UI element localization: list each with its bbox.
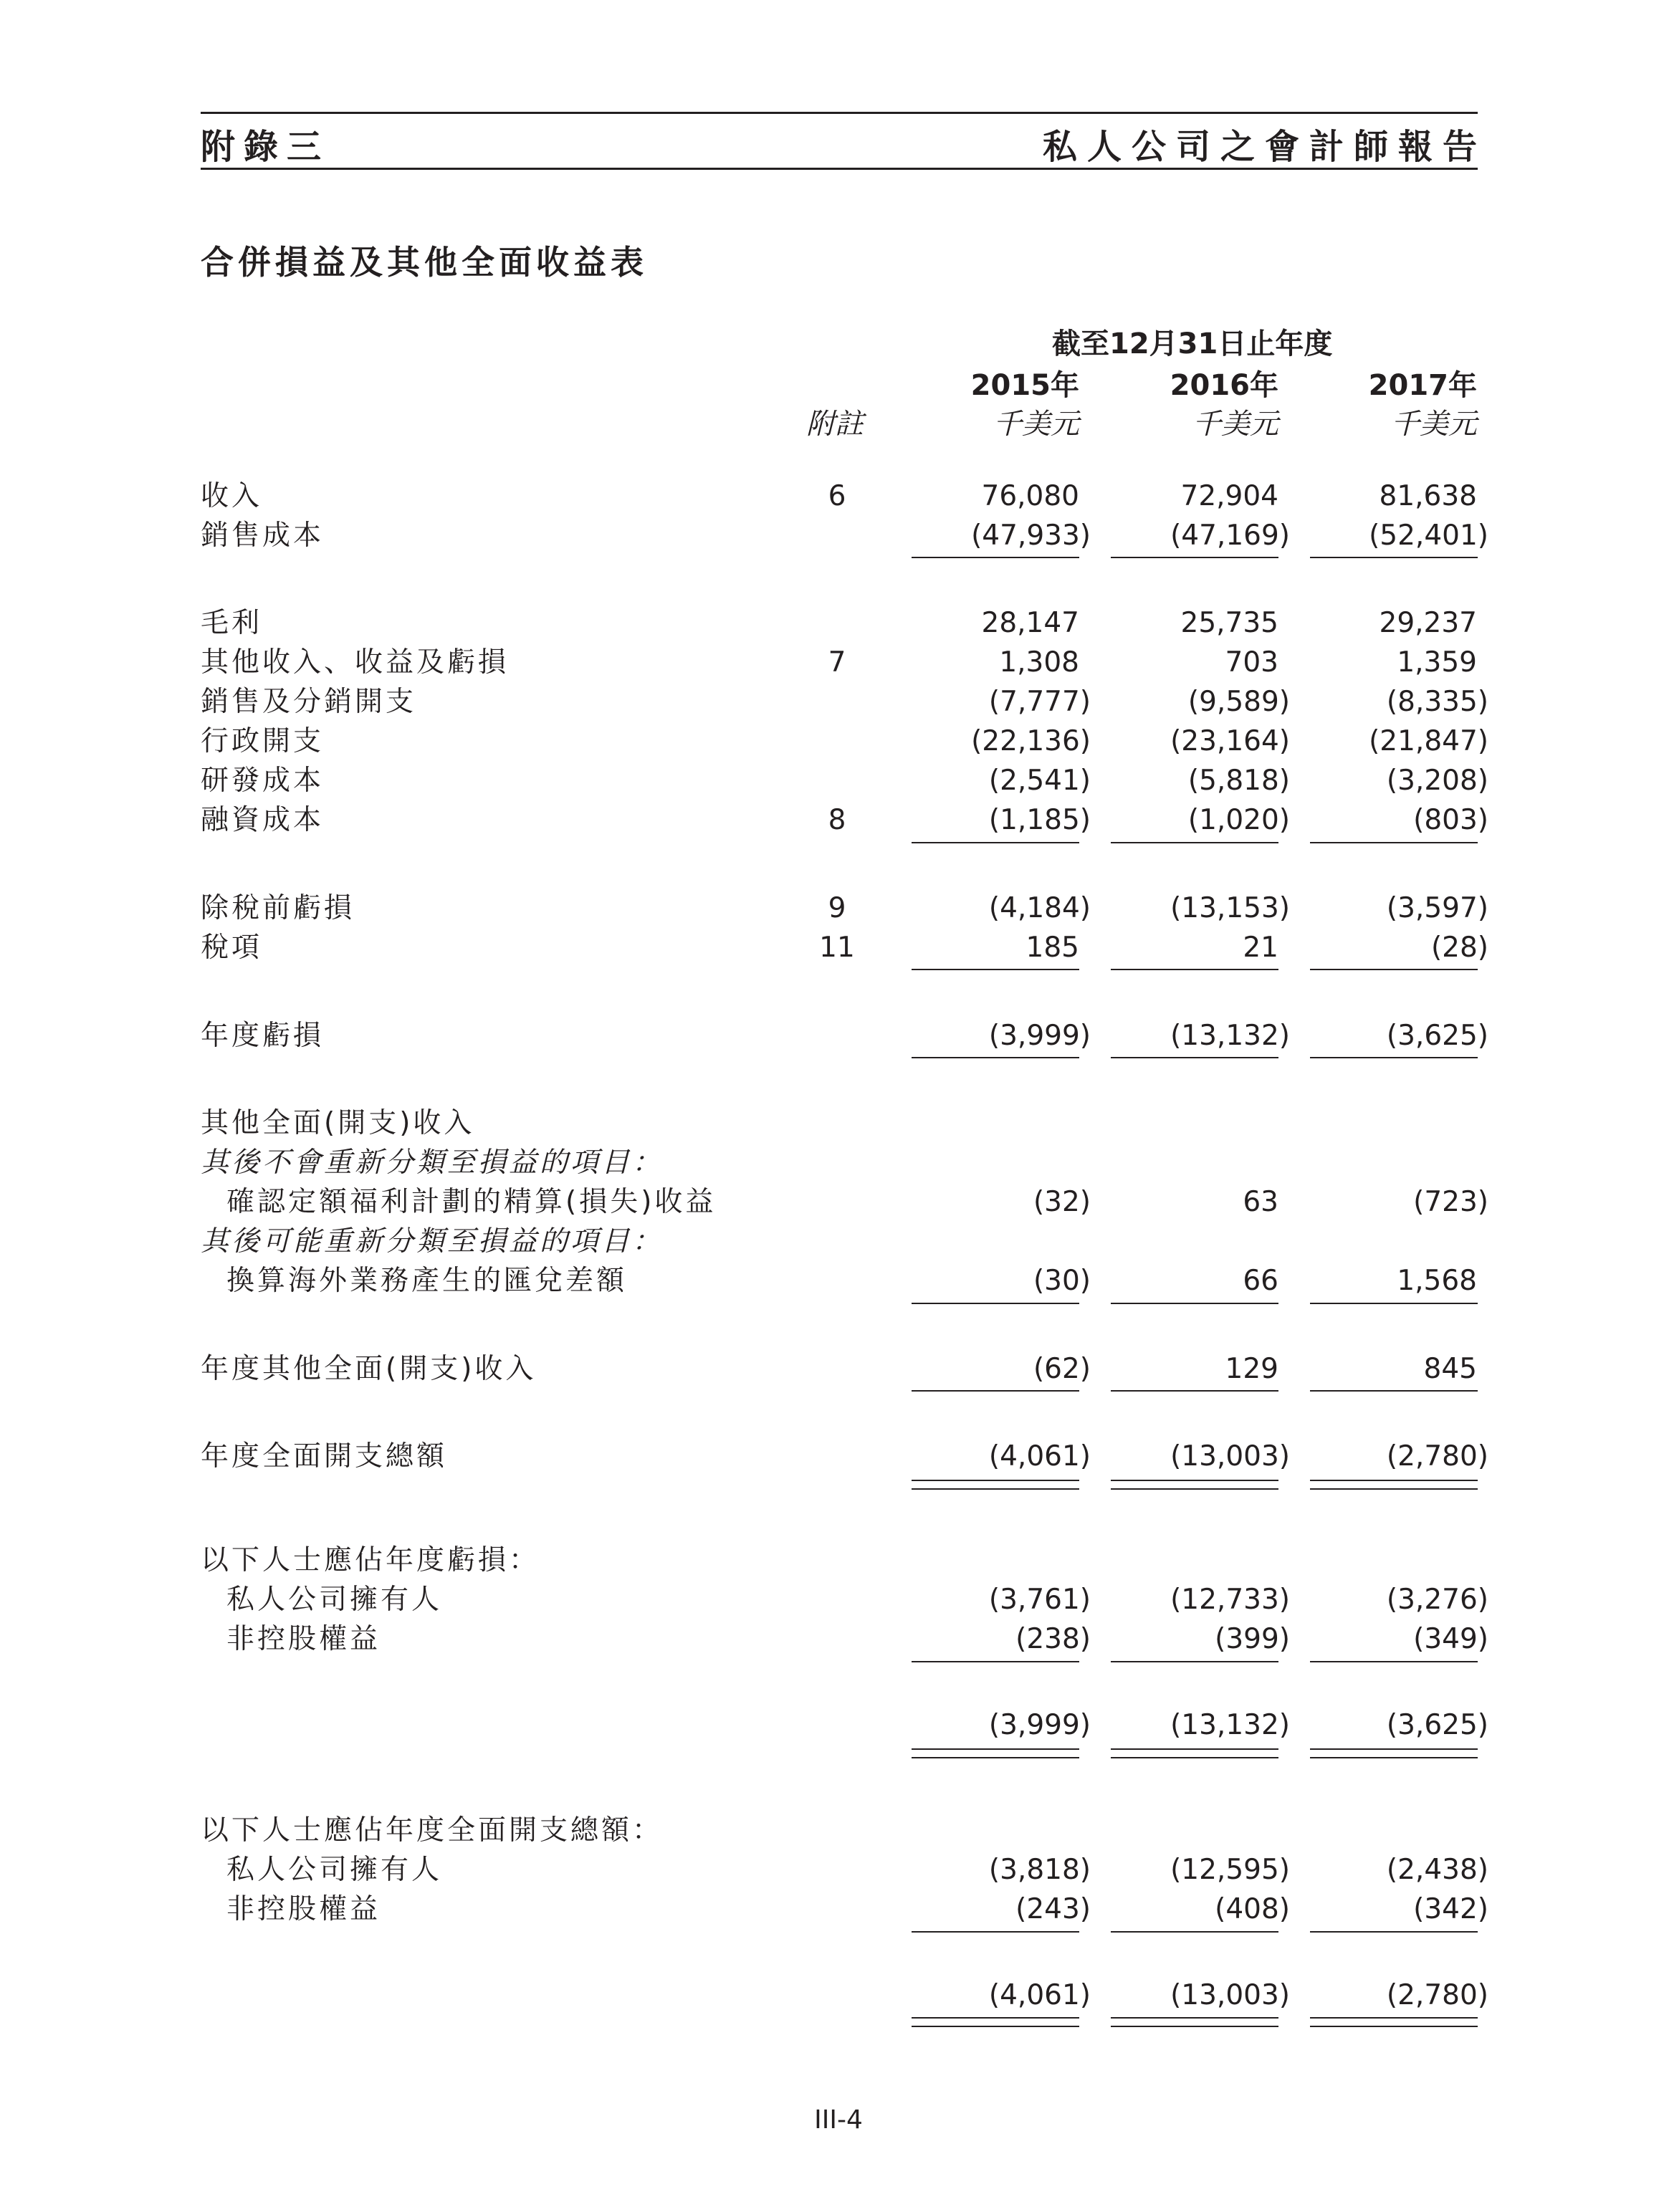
row-value-2017: (349) — [1413, 1623, 1488, 1655]
row-value-2015: (2,541) — [988, 765, 1091, 797]
row-label: 銷售成本 — [201, 520, 325, 552]
subtotal-rule — [912, 1303, 1079, 1304]
year-2016: 2016年 — [1170, 369, 1278, 402]
row-value-2017: (3,625) — [1386, 1020, 1488, 1052]
subtotal-rule — [912, 969, 1079, 970]
subtotal-rule — [912, 1931, 1079, 1933]
row-note: 11 — [819, 932, 855, 964]
subtotal-rule — [1310, 1057, 1478, 1058]
row-value-2016: (13,003) — [1170, 1979, 1290, 2011]
row-value-2017: (342) — [1413, 1893, 1488, 1925]
subtotal-rule — [1111, 1931, 1278, 1933]
row-value-2016: (12,595) — [1170, 1854, 1290, 1886]
row-label: 確認定額福利計劃的精算(損失)收益 — [226, 1186, 717, 1218]
header-left: 附錄三 — [201, 127, 330, 167]
row-value-2016: (399) — [1215, 1623, 1290, 1655]
total-double-rule — [912, 2017, 1079, 2019]
row-value-2015: (1,185) — [988, 804, 1091, 836]
subtotal-rule — [1111, 1303, 1278, 1304]
row-value-2017: (8,335) — [1386, 686, 1488, 718]
row-value-2016: (13,003) — [1170, 1440, 1290, 1473]
row-value-2015: (3,761) — [988, 1584, 1091, 1616]
row-label: 行政開支 — [201, 725, 325, 757]
row-note: 6 — [828, 480, 846, 512]
row-label: 除稅前虧損 — [201, 892, 355, 924]
row-note: 9 — [828, 892, 846, 924]
row-label: 銷售及分銷開支 — [201, 686, 417, 718]
row-label: 換算海外業務產生的匯兌差額 — [226, 1265, 628, 1297]
year-2017: 2017年 — [1368, 369, 1477, 402]
total-double-rule — [912, 1488, 1079, 1490]
total-double-rule — [1111, 1757, 1278, 1758]
row-value-2017: (803) — [1413, 804, 1488, 836]
row-value-2015: 1,308 — [999, 646, 1079, 679]
row-value-2016: (47,169) — [1170, 520, 1290, 552]
row-label: 私人公司擁有人 — [226, 1854, 443, 1886]
row-value-2016: 21 — [1243, 932, 1278, 964]
header-bottom-rule — [201, 168, 1478, 170]
subtotal-rule — [1310, 1931, 1478, 1933]
row-value-2016: 129 — [1225, 1353, 1278, 1385]
header-right: 私人公司之會計師報告 — [1042, 127, 1487, 167]
subtotal-rule — [1310, 969, 1478, 970]
row-value-2016: (13,132) — [1170, 1020, 1290, 1052]
subtotal-rule — [912, 1057, 1079, 1058]
total-double-rule — [1310, 1480, 1478, 1481]
row-label: 以下人士應佔年度虧損： — [201, 1544, 540, 1576]
subtotal-rule — [912, 842, 1079, 843]
subtotal-rule — [1310, 1303, 1478, 1304]
row-value-2015: (30) — [1033, 1265, 1091, 1297]
total-double-rule — [1310, 2026, 1478, 2027]
row-value-2017: (3,208) — [1386, 765, 1488, 797]
row-value-2016: 703 — [1225, 646, 1278, 679]
row-value-2015: (47,933) — [971, 520, 1091, 552]
subtotal-rule — [1111, 557, 1278, 558]
total-double-rule — [1310, 1757, 1478, 1758]
total-double-rule — [1310, 1748, 1478, 1750]
subtotal-rule — [1310, 557, 1478, 558]
row-value-2017: (3,276) — [1386, 1584, 1488, 1616]
row-label: 稅項 — [201, 932, 263, 964]
row-label: 年度其他全面(開支)收入 — [201, 1353, 537, 1385]
page-number: III-4 — [814, 2105, 863, 2135]
total-double-rule — [912, 1480, 1079, 1481]
row-label: 毛利 — [201, 607, 263, 639]
row-label: 非控股權益 — [226, 1623, 381, 1655]
subtotal-rule — [912, 557, 1079, 558]
unit-2015: 千美元 — [993, 408, 1079, 441]
total-double-rule — [912, 1748, 1079, 1750]
row-value-2016: (5,818) — [1187, 765, 1290, 797]
row-label: 非控股權益 — [226, 1893, 381, 1925]
row-value-2015: (238) — [1015, 1623, 1091, 1655]
subtotal-rule — [1310, 842, 1478, 843]
subtotal-rule — [912, 1390, 1079, 1392]
subtotal-rule — [1310, 1661, 1478, 1662]
row-value-2016: 72,904 — [1180, 480, 1278, 512]
subtotal-rule — [1111, 1390, 1278, 1392]
header-top-rule — [201, 112, 1478, 114]
row-label: 年度虧損 — [201, 1020, 325, 1052]
row-value-2017: (723) — [1413, 1186, 1488, 1218]
row-value-2017: 1,359 — [1397, 646, 1477, 679]
period-heading: 截至12月31日止年度 — [1052, 327, 1333, 360]
row-value-2016: (1,020) — [1187, 804, 1290, 836]
total-double-rule — [1111, 1480, 1278, 1481]
statement-title: 合併損益及其他全面收益表 — [201, 243, 648, 282]
row-label: 其後可能重新分類至損益的項目： — [201, 1225, 664, 1258]
row-value-2016: (408) — [1215, 1893, 1290, 1925]
row-value-2016: (23,164) — [1170, 725, 1290, 757]
total-double-rule — [912, 1757, 1079, 1758]
row-label: 其他收入、收益及虧損 — [201, 646, 510, 679]
row-value-2015: (3,818) — [988, 1854, 1091, 1886]
row-value-2016: (12,733) — [1170, 1584, 1290, 1616]
row-value-2017: (21,847) — [1369, 725, 1488, 757]
row-value-2015: (3,999) — [988, 1709, 1091, 1741]
row-value-2016: 63 — [1243, 1186, 1278, 1218]
row-label: 其後不會重新分類至損益的項目： — [201, 1146, 664, 1179]
row-value-2017: (52,401) — [1369, 520, 1488, 552]
row-value-2017: (2,780) — [1386, 1979, 1488, 2011]
row-value-2017: (3,625) — [1386, 1709, 1488, 1741]
subtotal-rule — [1111, 842, 1278, 843]
subtotal-rule — [1111, 1057, 1278, 1058]
row-value-2015: (4,061) — [988, 1979, 1091, 2011]
row-value-2016: 25,735 — [1180, 607, 1278, 639]
row-value-2017: (3,597) — [1386, 892, 1488, 924]
unit-2016: 千美元 — [1192, 408, 1278, 441]
row-value-2017: (2,780) — [1386, 1440, 1488, 1473]
row-label: 研發成本 — [201, 765, 325, 797]
row-label: 收入 — [201, 480, 263, 512]
total-double-rule — [1111, 2026, 1278, 2027]
row-label: 私人公司擁有人 — [226, 1584, 443, 1616]
row-value-2017: 1,568 — [1397, 1265, 1477, 1297]
row-value-2015: (32) — [1033, 1186, 1091, 1218]
year-2015: 2015年 — [970, 369, 1079, 402]
row-label: 以下人士應佔年度全面開支總額： — [201, 1814, 664, 1847]
row-value-2016: (13,132) — [1170, 1709, 1290, 1741]
row-value-2017: (28) — [1430, 932, 1488, 964]
row-value-2015: (62) — [1033, 1353, 1091, 1385]
total-double-rule — [1111, 1748, 1278, 1750]
subtotal-rule — [1111, 1661, 1278, 1662]
row-label: 其他全面(開支)收入 — [201, 1107, 475, 1139]
row-value-2015: (4,184) — [988, 892, 1091, 924]
row-value-2016: (13,153) — [1170, 892, 1290, 924]
subtotal-rule — [912, 1661, 1079, 1662]
row-value-2017: 845 — [1423, 1353, 1477, 1385]
row-value-2017: 81,638 — [1379, 480, 1477, 512]
row-note: 7 — [828, 646, 846, 679]
total-double-rule — [1310, 1488, 1478, 1490]
row-value-2016: (9,589) — [1187, 686, 1290, 718]
row-value-2015: (22,136) — [971, 725, 1091, 757]
row-value-2015: 76,080 — [981, 480, 1079, 512]
row-value-2015: (4,061) — [988, 1440, 1091, 1473]
unit-2017: 千美元 — [1391, 408, 1477, 441]
row-value-2015: 28,147 — [981, 607, 1079, 639]
subtotal-rule — [1310, 1390, 1478, 1392]
row-value-2017: 29,237 — [1379, 607, 1477, 639]
row-label: 年度全面開支總額 — [201, 1440, 448, 1473]
total-double-rule — [1111, 1488, 1278, 1490]
total-double-rule — [1310, 2017, 1478, 2019]
row-note: 8 — [828, 804, 846, 836]
row-value-2016: 66 — [1243, 1265, 1278, 1297]
note-heading: 附註 — [806, 408, 864, 441]
row-label: 融資成本 — [201, 804, 325, 836]
total-double-rule — [1111, 2017, 1278, 2019]
row-value-2015: (243) — [1015, 1893, 1091, 1925]
row-value-2015: (3,999) — [988, 1020, 1091, 1052]
subtotal-rule — [1111, 969, 1278, 970]
row-value-2015: 185 — [1025, 932, 1079, 964]
row-value-2017: (2,438) — [1386, 1854, 1488, 1886]
total-double-rule — [912, 2026, 1079, 2027]
row-value-2015: (7,777) — [988, 686, 1091, 718]
